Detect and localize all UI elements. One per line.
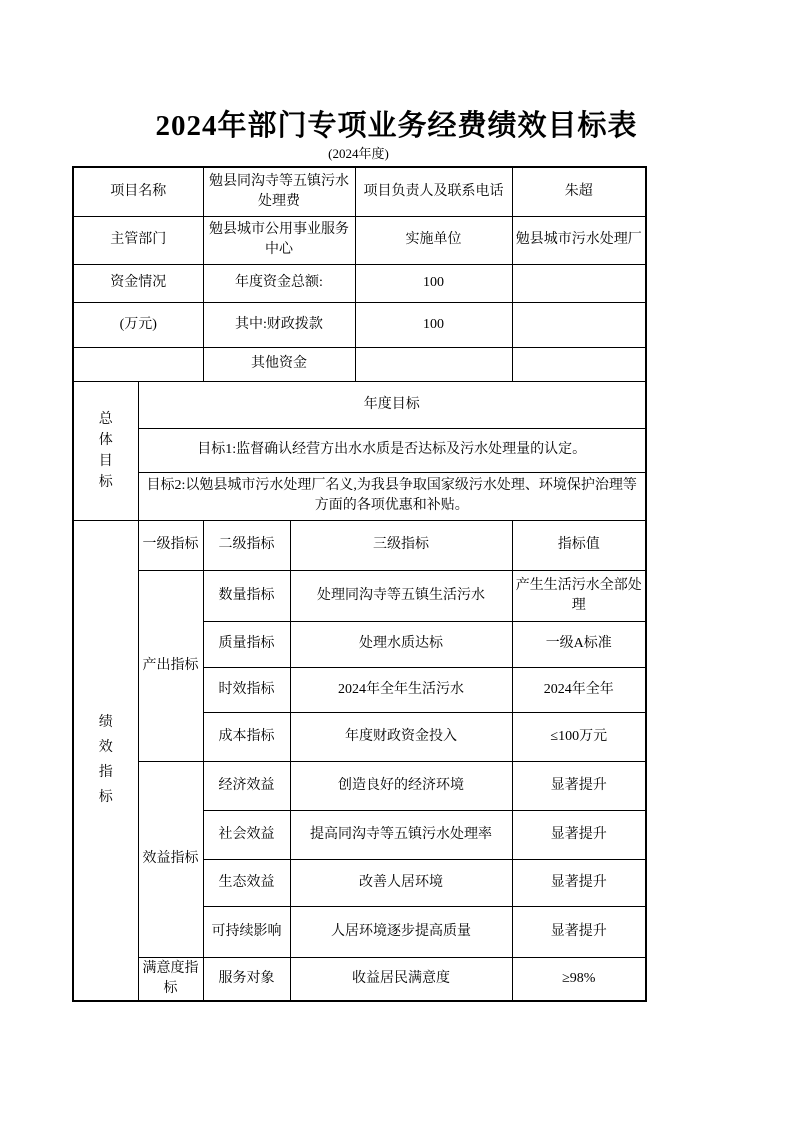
- goal-2: 目标2:以勉县城市污水处理厂名义,为我县争取国家级污水处理、环境保护治理等方面的各项优惠和补贴。: [138, 472, 646, 520]
- level2-cell: 社会效益: [203, 810, 290, 859]
- value-cell: 显著提升: [512, 859, 646, 906]
- empty-cell: [73, 347, 203, 381]
- level2-cell: 成本指标: [203, 712, 290, 761]
- table-row: [73, 570, 646, 621]
- table-row: [73, 264, 646, 302]
- level3-cell: 创造良好的经济环境: [290, 761, 512, 810]
- level3-cell: 处理同沟寺等五镇生活污水: [290, 570, 512, 621]
- level3-cell: 年度财政资金投入: [290, 712, 512, 761]
- goal-1: 目标1:监督确认经营方出水水质是否达标及污水处理量的认定。: [138, 428, 646, 472]
- contact-value: 朱超: [512, 167, 646, 216]
- table-container: [72, 143, 645, 1002]
- table-row: [73, 381, 646, 428]
- indicators-vertical-text: 绩效指标: [98, 714, 113, 806]
- dept-value: 勉县城市公用事业服务中心: [203, 216, 355, 264]
- page-title: 2024年部门专项业务经费绩效目标表: [155, 110, 638, 142]
- impl-unit-value: 勉县城市污水处理厂: [512, 216, 646, 264]
- indicators-label: [73, 520, 138, 1001]
- contact-label: 项目负责人及联系电话: [355, 167, 512, 216]
- level3-cell: 处理水质达标: [290, 621, 512, 667]
- level3-cell: 改善人居环境: [290, 859, 512, 906]
- value-cell: ≥98%: [512, 957, 646, 1001]
- level2-cell: 数量指标: [203, 570, 290, 621]
- level2-cell: 质量指标: [203, 621, 290, 667]
- header-level2: 二级指标: [203, 520, 290, 570]
- overall-goal-label: [73, 381, 138, 520]
- level2-cell: 经济效益: [203, 761, 290, 810]
- project-name-label: 项目名称: [73, 167, 203, 216]
- level3-cell: 2024年全年生活污水: [290, 667, 512, 712]
- table-row: [73, 216, 646, 264]
- table-row: [73, 761, 646, 810]
- level2-cell: 服务对象: [203, 957, 290, 1001]
- overall-goal-vertical-text: 总体目标: [98, 411, 113, 490]
- value-cell: ≤100万元: [512, 712, 646, 761]
- value-cell: 显著提升: [512, 906, 646, 957]
- value-cell: 产生生活污水全部处理: [512, 570, 646, 621]
- funding-fiscal-label: 其中:财政拨款: [203, 302, 355, 347]
- empty-cell: [512, 302, 646, 347]
- header-level1: 一级指标: [138, 520, 203, 570]
- table-row: [73, 347, 646, 381]
- group-output-label: 产出指标: [138, 570, 203, 761]
- dept-label: 主管部门: [73, 216, 203, 264]
- funding-total-value: 100: [355, 264, 512, 302]
- impl-unit-label: 实施单位: [355, 216, 512, 264]
- table-row: [73, 520, 646, 570]
- table-row: [73, 957, 646, 1001]
- funding-other-value: [355, 347, 512, 381]
- empty-cell: [512, 347, 646, 381]
- level3-cell: 提高同沟寺等五镇污水处理率: [290, 810, 512, 859]
- value-cell: 显著提升: [512, 761, 646, 810]
- table-row: [73, 472, 646, 520]
- funding-other-label: 其他资金: [203, 347, 355, 381]
- value-cell: 显著提升: [512, 810, 646, 859]
- group-satisfaction-label: 满意度指标: [138, 957, 203, 1001]
- group-benefit-label: 效益指标: [138, 761, 203, 957]
- level2-cell: 可持续影响: [203, 906, 290, 957]
- header-value: 指标值: [512, 520, 646, 570]
- level2-cell: 时效指标: [203, 667, 290, 712]
- header-level3: 三级指标: [290, 520, 512, 570]
- page-subtitle: (2024年度): [328, 146, 389, 161]
- annual-goal-header: 年度目标: [138, 381, 646, 428]
- value-cell: 一级A标准: [512, 621, 646, 667]
- empty-cell: [512, 264, 646, 302]
- funding-total-label: 年度资金总额:: [203, 264, 355, 302]
- table-row: [73, 302, 646, 347]
- level3-cell: 收益居民满意度: [290, 957, 512, 1001]
- funding-unit-label: (万元): [73, 302, 203, 347]
- performance-target-table: [72, 166, 647, 1002]
- table-row: [73, 167, 646, 216]
- table-row: [73, 428, 646, 472]
- level2-cell: 生态效益: [203, 859, 290, 906]
- level3-cell: 人居环境逐步提高质量: [290, 906, 512, 957]
- funding-fiscal-value: 100: [355, 302, 512, 347]
- funding-status-label: 资金情况: [73, 264, 203, 302]
- project-name-value: 勉县同沟寺等五镇污水处理费: [203, 167, 355, 216]
- value-cell: 2024年全年: [512, 667, 646, 712]
